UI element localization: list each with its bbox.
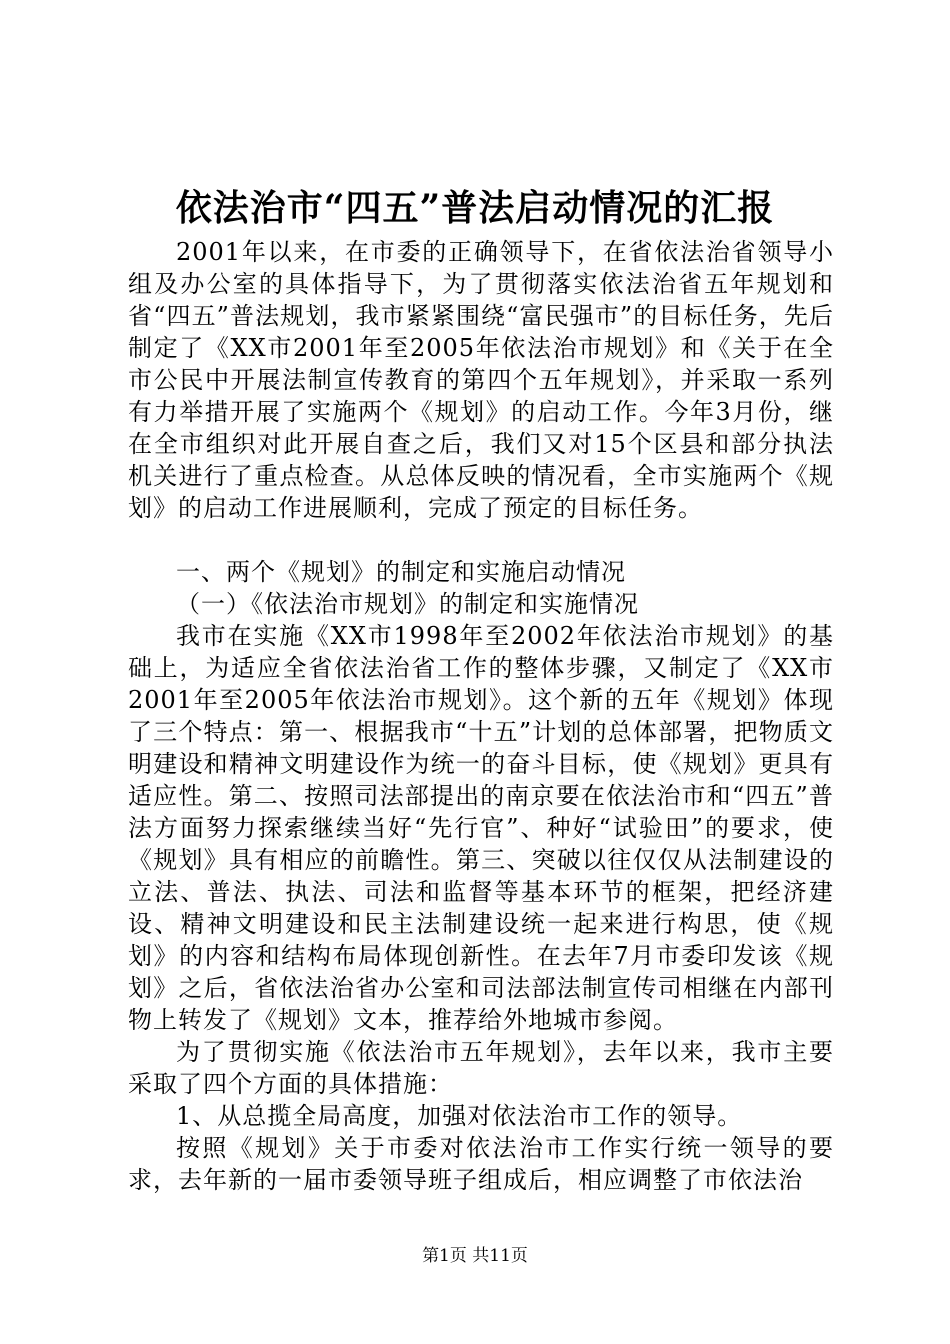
body-paragraph: 我市在实施《XX市1998年至2002年依法治市规划》的基础上，为适应全省依法治省工作的整体步骤，又制定了《XX市2001年至2005年依法治市规划》。这个新的五年《规划》体现了三个特点：第一、根据我市“十五”计划的总体部署，把物质文明建设和精神文明建设作为统一的奋斗目标，使《规划》更具有适应性。第二、按照司法部提出的南京要在依法治市和“四五”普法方面努力探索继续当好“先行官”、种好“试验田”的要求，使《规划》具有相应的前瞻性。第三、突破以往仅仅从法制建设的立法、普法、执法、司法和监督等基本环节的框架，把经济建设、精神文明建设和民主法制建设统一起来进行构思，使《规划》的内容和结构布局体现创新性。在去年7月市委印发该《规划》之后，省依法治省办公室和司法部法制宣传司相继在内部刊物上转发了《规划》文本，推荐给外地城市参阅。 <box>128 622 834 1034</box>
numbered-item-1: 1、从总揽全局高度，加强对依法治市工作的领导。 <box>176 1102 743 1130</box>
subsection-heading-1: （一）《依法治市规划》的制定和实施情况 <box>176 590 639 618</box>
body-paragraph: 按照《规划》关于市委对依法治市工作实行统一领导的要求，去年新的一届市委领导班子组成后，相应调整了市依法治 <box>128 1134 834 1194</box>
document-title: 依法治市“四五”普法启动情况的汇报 <box>175 187 775 229</box>
section-heading-1: 一、两个《规划》的制定和实施启动情况 <box>176 558 626 586</box>
body-paragraph: 为了贯彻实施《依法治市五年规划》，去年以来，我市主要采取了四个方面的具体措施： <box>128 1038 834 1098</box>
page-footer: 第1页 共11页 <box>422 1246 528 1266</box>
document-body <box>128 236 834 1196</box>
intro-paragraph: 2001年以来，在市委的正确领导下，在省依法治省领导小组及办公室的具体指导下，为了贯彻落实依法治省五年规划和省“四五”普法规划，我市紧紧围绕“富民强市”的目标任务，先后制定了《XX市2001年至2005年依法治市规划》和《关于在全市公民中开展法制宣传教育的第四个五年规划》，并采取一系列有力举措开展了实施两个《规划》的启动工作。今年3月份，继在全市组织对此开展自查之后，我们又对15个区县和部分执法机关进行了重点检查。从总体反映的情况看，全市实施两个《规划》的启动工作进展顺利，完成了预定的目标任务。 <box>128 238 834 522</box>
